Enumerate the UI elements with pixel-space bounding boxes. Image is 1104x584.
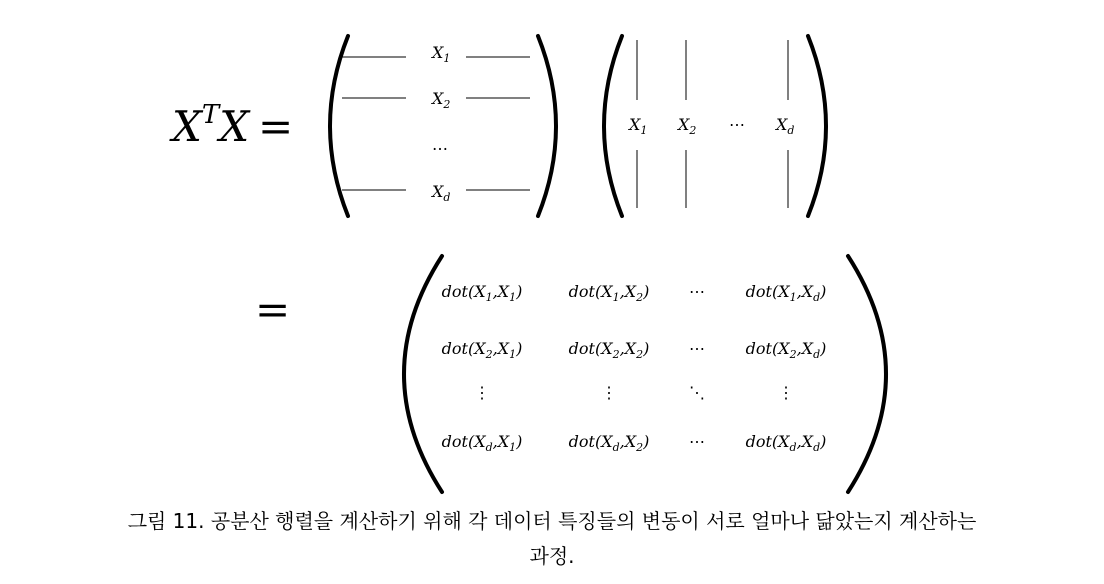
matrix-ellipsis: ⋯ [689, 339, 705, 358]
row-label: $X_1$ [432, 43, 451, 65]
column-label: $X_1$ [629, 115, 648, 137]
row-label: $X_d$ [432, 182, 451, 204]
row-matrix-left-paren [330, 36, 348, 216]
result-matrix-right-paren [848, 256, 886, 492]
row-label: $X_2$ [432, 89, 451, 111]
column-matrix-left-paren [604, 36, 622, 216]
figure-caption [0, 504, 1104, 574]
equals-sign-1: = [258, 102, 294, 151]
column-ellipsis: ⋯ [729, 115, 745, 134]
dot-product-cell: $dot(X_d,X_2)$ [568, 432, 650, 454]
equals-sign-2: = [255, 285, 291, 334]
row-ellipsis: … [432, 135, 448, 154]
column-label: $X_d$ [776, 115, 795, 137]
matrix-ellipsis: ⋱ [689, 383, 705, 402]
dot-product-cell: $dot(X_2,X_1)$ [441, 339, 523, 361]
matrix-ellipsis: ⋮ [778, 383, 794, 402]
caption-line-2: 과정. [529, 544, 575, 568]
lhs-tail: X [219, 102, 250, 151]
column-label: $X_2$ [678, 115, 697, 137]
row-matrix-right-paren [538, 36, 556, 216]
caption-line-1: 그림 11. 공분산 행렬을 계산하기 위해 각 데이터 특징들의 변동이 서로 얼마나 닮았는지 계산하는 [127, 509, 977, 533]
dot-product-cell: $dot(X_d,X_d)$ [745, 432, 827, 454]
matrix-ellipsis: ⋯ [689, 282, 705, 301]
dot-product-cell: $dot(X_2,X_2)$ [568, 339, 650, 361]
lhs-base: X [172, 102, 202, 151]
dot-product-cell: $dot(X_1,X_2)$ [568, 282, 650, 304]
matrix-ellipsis: ⋮ [601, 383, 617, 402]
matrix-ellipsis: ⋮ [474, 383, 490, 402]
dot-product-cell: $dot(X_1,X_d)$ [745, 282, 827, 304]
result-matrix [404, 256, 886, 492]
column-matrix-right-paren [808, 36, 826, 216]
matrix-ellipsis: ⋯ [689, 432, 705, 451]
lhs-expression [169, 100, 251, 151]
row-matrix [330, 36, 556, 216]
dot-product-cell: $dot(X_d,X_1)$ [441, 432, 523, 454]
dot-product-cell: $dot(X_1,X_1)$ [441, 282, 523, 304]
lhs-superscript: T [201, 100, 220, 130]
dot-product-cell: $dot(X_2,X_d)$ [745, 339, 827, 361]
result-matrix-left-paren [404, 256, 442, 492]
column-matrix [604, 36, 826, 216]
